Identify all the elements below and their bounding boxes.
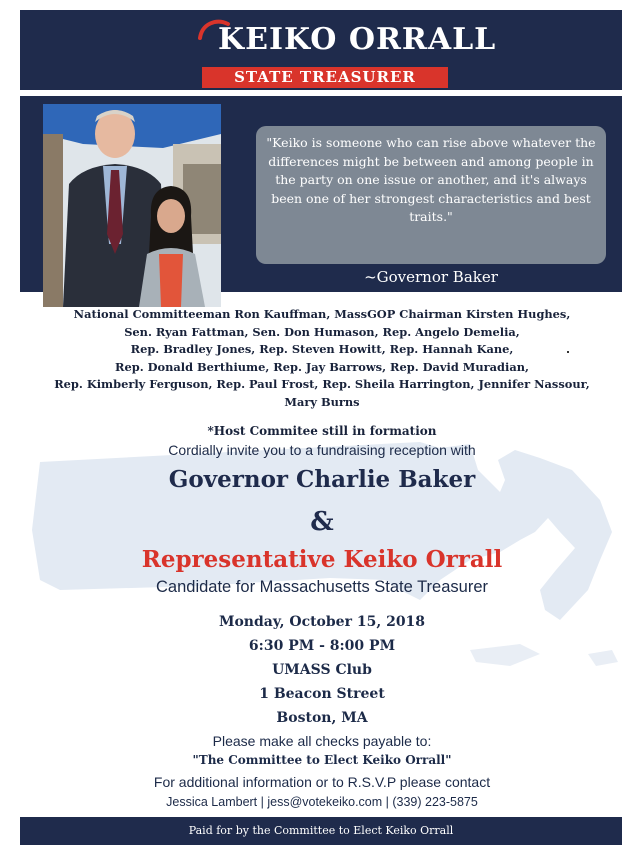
host-line: Mary Burns [284, 394, 360, 409]
host-committee-note: *Host Commitee still in formation [207, 424, 437, 438]
host-line: National Committeeman Ron Kauffman, MassGOP Chairman Kirsten Hughes, [73, 307, 571, 321]
checks-label: Please make all checks payable to: [212, 733, 432, 749]
host-line: Sen. Ryan Fattman, Sen. Don Humason, Rep. Angelo Demelia, [124, 324, 520, 339]
host-line: Rep. Kimberly Ferguson, Rep. Paul Frost, Rep. Sheila Harrington, Jennifer Nassour, [54, 377, 590, 392]
event-date: Monday, October 15, 2018 [218, 614, 426, 630]
event-venue: UMASS Club [272, 662, 372, 678]
stray-mark [567, 351, 569, 353]
quote-box [256, 126, 606, 264]
event-street: 1 Beacon Street [259, 686, 385, 702]
host-line: Rep. Bradley Jones, Rep. Steven Howitt, Rep. Hannah Kane, [130, 342, 514, 357]
rsvp-contact: Jessica Lambert | jess@votekeiko.com | (339) 223-5875 [166, 795, 478, 809]
paid-for-disclaimer: Paid for by the Committee to Elect Keiko Orrall [188, 824, 454, 837]
quote-attribution: ~Governor Baker [364, 268, 498, 286]
quote-text: "Keiko is someone who can rise above whatever the differences might be between and among people in the party on one issue or another, and it's always been one of her strongest characteristics and best traits." [266, 135, 596, 224]
host-line: Rep. Donald Berthiume, Rep. Jay Barrows, Rep. David Muradian, [115, 359, 529, 374]
photo-illustration [43, 104, 221, 307]
candidate-role: Candidate for Massachusetts State Treasurer [156, 578, 488, 596]
host-committee-list [20, 306, 624, 412]
invitation-intro: Cordially invite you to a fundraising reception with [168, 442, 476, 458]
ampersand: & [310, 507, 334, 537]
event-time: 6:30 PM - 8:00 PM [248, 638, 396, 654]
header-banner [20, 10, 622, 90]
checks-payee: "The Committee to Elect Keiko Orrall" [192, 753, 452, 767]
brand-name: KEIKO ORRALL [218, 22, 497, 57]
brand-title: STATE TREASURER [202, 67, 448, 88]
event-city: Boston, MA [276, 710, 368, 726]
special-guest-name: Governor Charlie Baker [168, 466, 476, 493]
footer-bar [20, 817, 622, 845]
candidate-photo [43, 104, 221, 307]
rsvp-line: For additional information or to R.S.V.P please contact [153, 774, 491, 790]
candidate-name: Representative Keiko Orrall [141, 546, 503, 573]
